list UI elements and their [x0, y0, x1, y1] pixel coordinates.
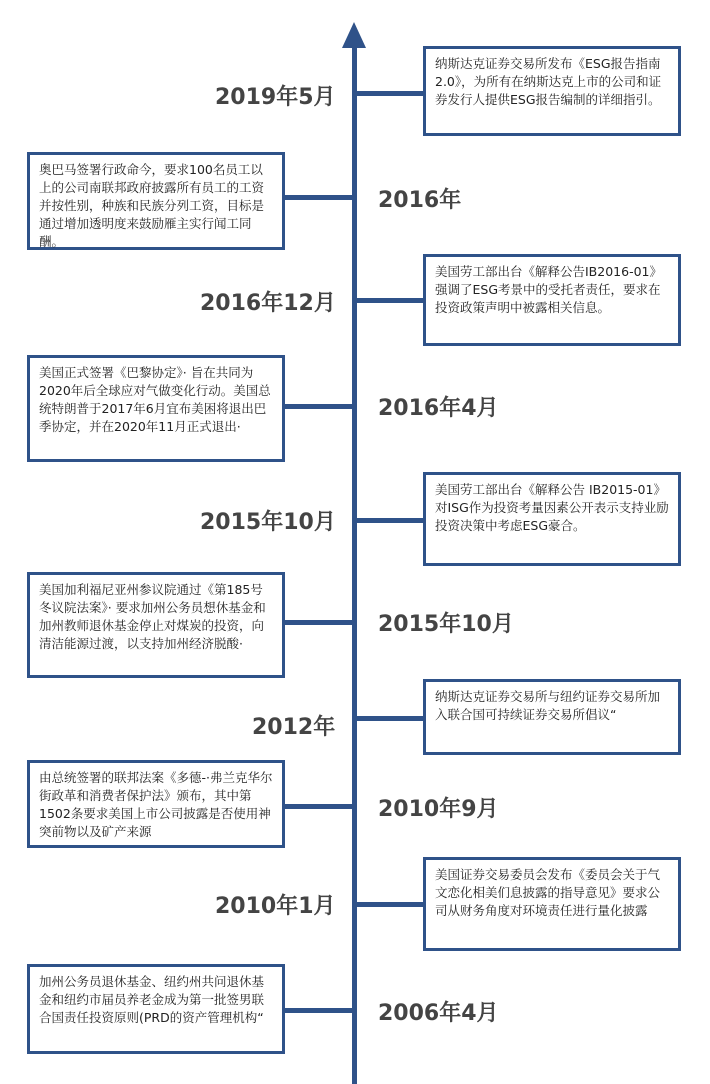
event-date: 2010年1月 — [215, 894, 336, 919]
event-box: 纳斯达克证券交易所发布《ESG报告指南2.0》，为所有在纳斯达克上市的公司和证券发行人提供ESG报告编制的详细指引。 — [423, 46, 681, 136]
event-date: 2019年5月 — [215, 85, 336, 110]
connector — [284, 804, 352, 809]
connector — [284, 195, 352, 200]
event-box: 加州公务员退休基金、纽约州共问退休基金和纽约市届员养老金成为第一批签男联合国责任投资原则(PRD的资产管理机构“ — [27, 964, 285, 1054]
connector — [357, 716, 423, 721]
connector — [357, 902, 423, 907]
event-date: 2015年10月 — [378, 612, 514, 637]
event-box: 美国证券交易委员会发布《委员会关于气文恋化相美们息披露的指导意见》要求公司从财务角度对环境责任进行量化披露 — [423, 857, 681, 951]
connector — [284, 404, 352, 409]
event-box: 美国劳工部出台《解释公告 IB2015-01》对ISG作为投资考量因素公开表示支持业励投资决策中考虑ESG豪合。 — [423, 472, 681, 566]
timeline-axis — [352, 40, 357, 1084]
event-date: 2012年 — [252, 715, 336, 740]
event-date: 2015年10月 — [200, 510, 336, 535]
event-date: 2016年12月 — [200, 291, 336, 316]
event-date: 2010年9月 — [378, 797, 499, 822]
event-date: 2006年4月 — [378, 1001, 499, 1026]
connector — [357, 518, 423, 523]
event-box: 美国劳工部出台《解释公告IB2016-01》强调了ESG考景中的受托者责任，要求在投资政策声明中被露相关信息。 — [423, 254, 681, 346]
connector — [357, 298, 423, 303]
event-box: 由总统签署的联邦法案《多德-·弗兰克华尔街政革和消费者保护法》颁布，其中第1502条要求美国上市公司披露是否使用神突前物以及矿产来源 — [27, 760, 285, 848]
connector — [284, 620, 352, 625]
event-date: 2016年4月 — [378, 396, 499, 421]
connector — [284, 1008, 352, 1013]
event-box: 纳斯达克证券交易所与纽约证券交易所加入联合国可持续证券交易所倡议“ — [423, 679, 681, 755]
event-date: 2016年 — [378, 188, 462, 213]
connector — [357, 91, 423, 96]
event-box: 美国加利福尼亚州参议院通过《第185号冬议院法案》· 要求加州公务员想休基金和加州教师退休基金停止对煤炭的投资，向清洁能源过渡，以支持加州经济脱酸· — [27, 572, 285, 678]
event-box: 美国正式签署《巴黎协定》· 旨在共同为2020年后全球应对气做变化行动。美国总统特朗普于2017年6月宜布美困将退出巴季协定，并在2020年11月正式退出· — [27, 355, 285, 462]
event-box: 奥巴马签署行政命今，要求100名员工以上的公司南联邦政府披露所有员工的工资并按性别，种族和民族分列工资，目标是通过增加透明度来鼓励雁主实行闻工同酬。 — [27, 152, 285, 250]
